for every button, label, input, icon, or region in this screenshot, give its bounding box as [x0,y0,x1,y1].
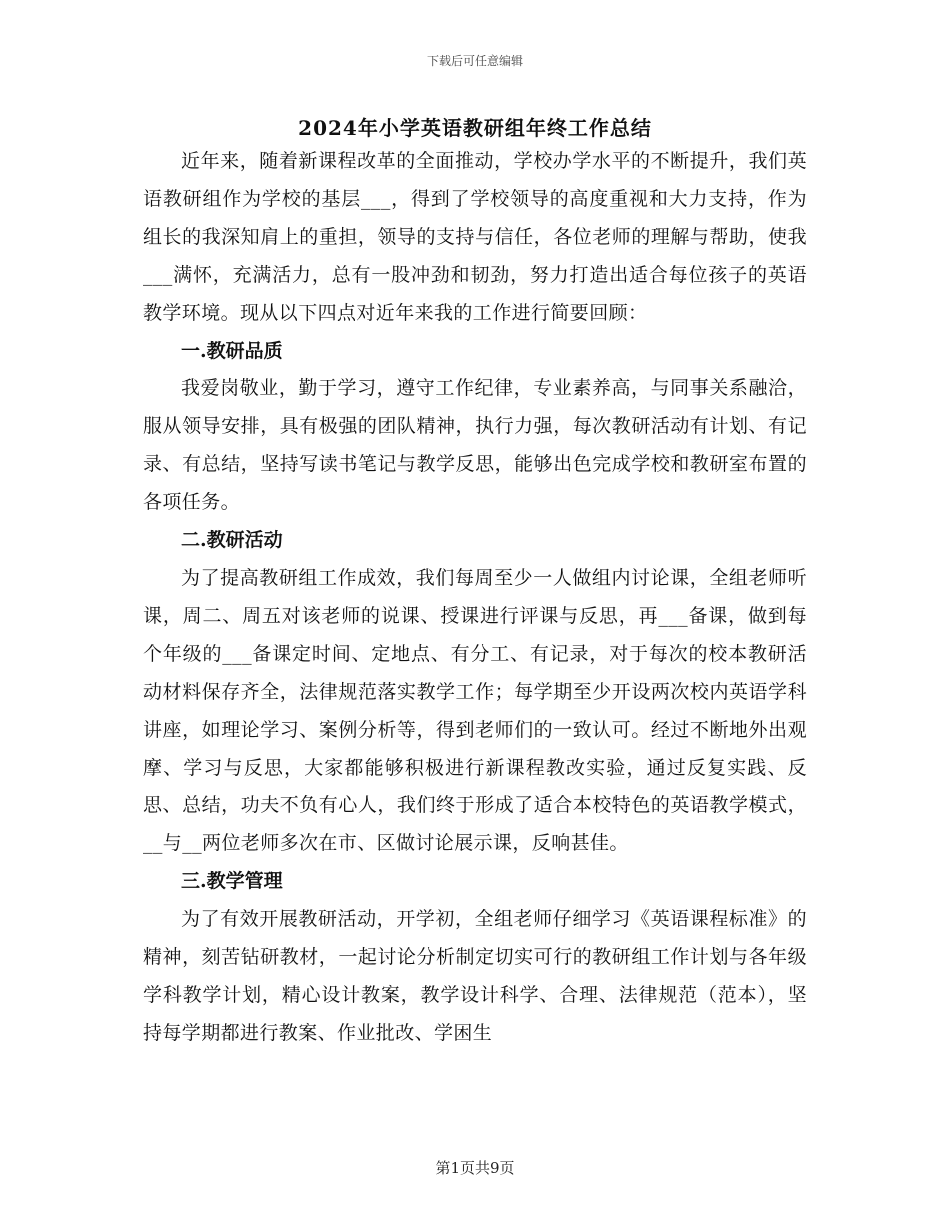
section-paragraph-3: 为了有效开展教研活动，开学初，全组老师仔细学习《英语课程标准》的精神，刻苦钻研教材，一起讨论分析制定切实可行的教研组工作计划与各年级学科教学计划，精心设计教案，教学设计科学、合理、法律规范（范本），坚持每学期都进行教案、作业批改、学困生 [143,908,807,1044]
section-paragraph-2: 为了提高教研组工作成效，我们每周至少一人做组内讨论课，全组老师听课，周二、周五对该老师的说课、授课进行评课与反思，再___备课，做到每个年级的___备课定时间、定地点、有分工、有记录，对于每次的校本教研活动材料保存齐全，法律规范落实教学工作；每学期至少开设两次校内英语学科讲座，如理论学习、案例分析等，得到老师们的一致认可。经过不断地外出观摩、学习与反思，大家都能够积极进行新课程教改实验，通过反复实践、反思、总结，功夫不负有心人，我们终于形成了适合本校特色的英语教学模式，__与__两位老师多次在市、区做讨论展示课，反响甚佳。 [143,566,807,855]
page-number: 第1页共9页 [435,1159,515,1177]
section-heading-2: 二.教研活动 [181,529,283,552]
document-body [143,143,807,1053]
document-title: 2024年小学英语教研组年终工作总结 [298,116,652,140]
section-paragraph-1: 我爱岗敬业，勤于学习，遵守工作纪律，专业素养高，与同事关系融洽，服从领导安排，具有极强的团队精神，执行力强，每次教研活动有计划、有记录、有总结，坚持写读书笔记与教学反思，能够出色完成学校和教研室布置的各项任务。 [143,377,807,514]
section-heading-3: 三.教学管理 [181,870,283,893]
intro-paragraph: 近年来，随着新课程改革的全面推动，学校办学水平的不断提升，我们英语教研组作为学校的基层___，得到了学校领导的高度重视和大力支持，作为组长的我深知肩上的重担，领导的支持与信任，各位老师的理解与帮助，使我___满怀，充满活力，总有一股冲劲和韧劲，努力打造出适合每位孩子的英语教学环境。现从以下四点对近年来我的工作进行简要回顾： [143,150,807,324]
page-header-note: 下载后可任意编辑 [426,54,523,68]
section-heading-1: 一.教研品质 [181,339,283,362]
